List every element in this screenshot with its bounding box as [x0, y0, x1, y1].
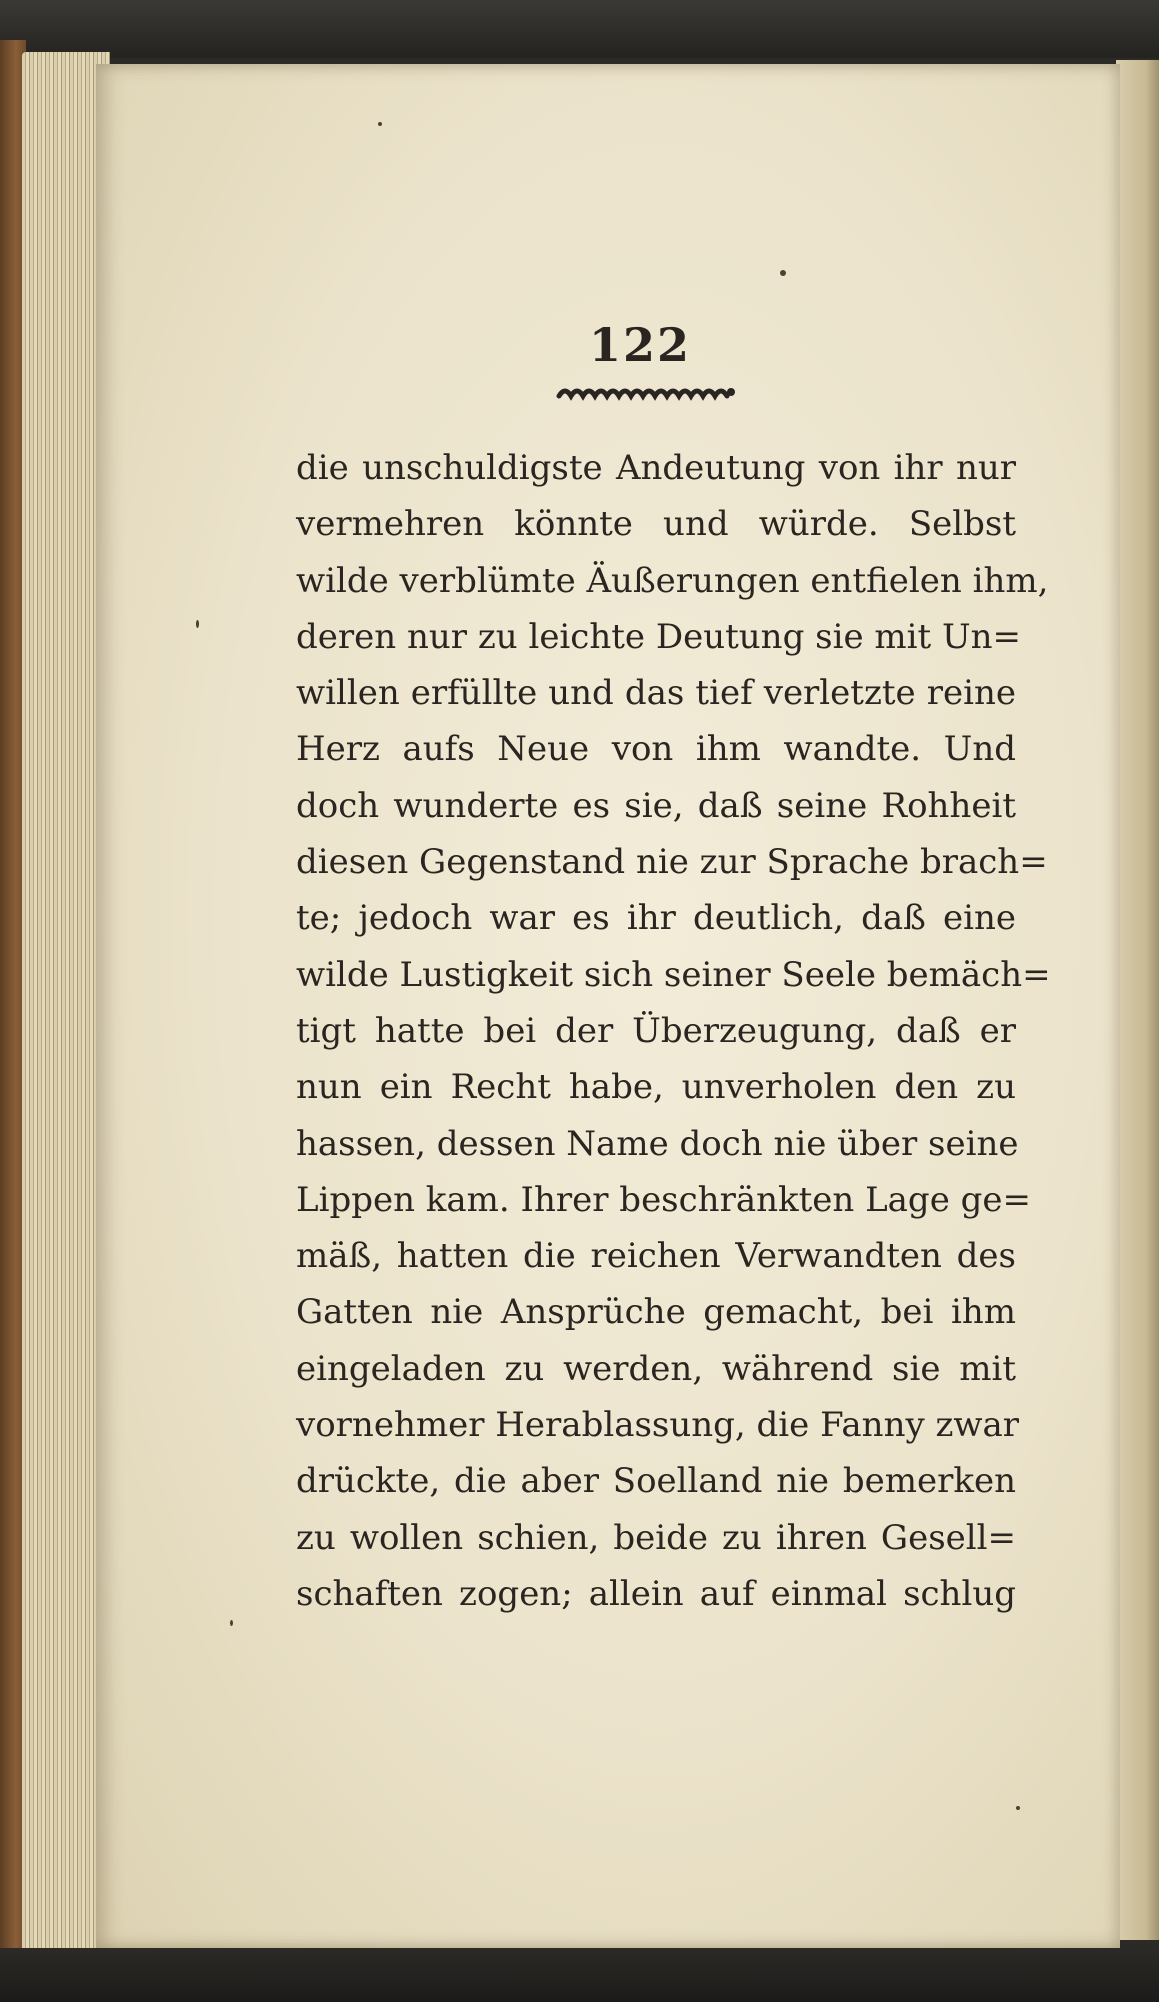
text-line: eingeladen zu werden, während sie mit — [296, 1348, 1016, 1389]
text-line: die unschuldigste Andeutung von ihr nur — [296, 448, 1016, 488]
text-line: drückte, die aber Soelland nie bemerken — [296, 1461, 1016, 1502]
top-background — [0, 0, 1159, 58]
text-line: tigt hatte bei der Überzeugung, daß er — [296, 1010, 1016, 1051]
text-line: schaften zogen; allein auf einmal schlug — [296, 1573, 1016, 1614]
facing-page-edge — [1116, 60, 1159, 1940]
text-line: doch wunderte es sie, daß seine Rohheit — [296, 785, 1016, 826]
text-line: vermehren könnte und würde. Selbst — [296, 504, 1016, 545]
text-line: vornehmer Herablassung, die Fanny zwar — [296, 1405, 1020, 1446]
text-line: Herz aufs Neue von ihm wandte. Und — [296, 729, 1016, 770]
text-line: deren nur zu leichte Deutung sie mit Un= — [296, 616, 1022, 657]
text-line: zu wollen schien, beide zu ihren Gesell= — [296, 1517, 1016, 1558]
text-line: nun ein Recht habe, unverholen den zu — [296, 1067, 1016, 1108]
text-line: hassen, dessen Name doch nie über seine — [296, 1123, 1019, 1164]
text-line: Lippen kam. Ihrer beschränkten Lage ge= — [296, 1179, 1032, 1220]
text-line: Gatten nie Ansprüche gemacht, bei ihm — [296, 1292, 1016, 1333]
text-line: mäß, hatten die reichen Verwandten des — [296, 1236, 1016, 1277]
bottom-background — [0, 1948, 1159, 2002]
text-line: willen erfüllte und das tief verletzte reine — [296, 673, 1016, 714]
decorative-wave-rule — [555, 380, 735, 406]
page-body-text — [296, 440, 1051, 1622]
text-line: te; jedoch war es ihr deutlich, daß eine — [296, 898, 1016, 939]
text-line: wilde Lustigkeit sich seiner Seele bemäch= — [296, 954, 1051, 995]
text-line: wilde verblümte Äußerungen entfielen ihm, — [296, 560, 1049, 601]
page-number: 122 — [588, 318, 692, 372]
text-line: diesen Gegenstand nie zur Sprache brach= — [296, 842, 1048, 883]
